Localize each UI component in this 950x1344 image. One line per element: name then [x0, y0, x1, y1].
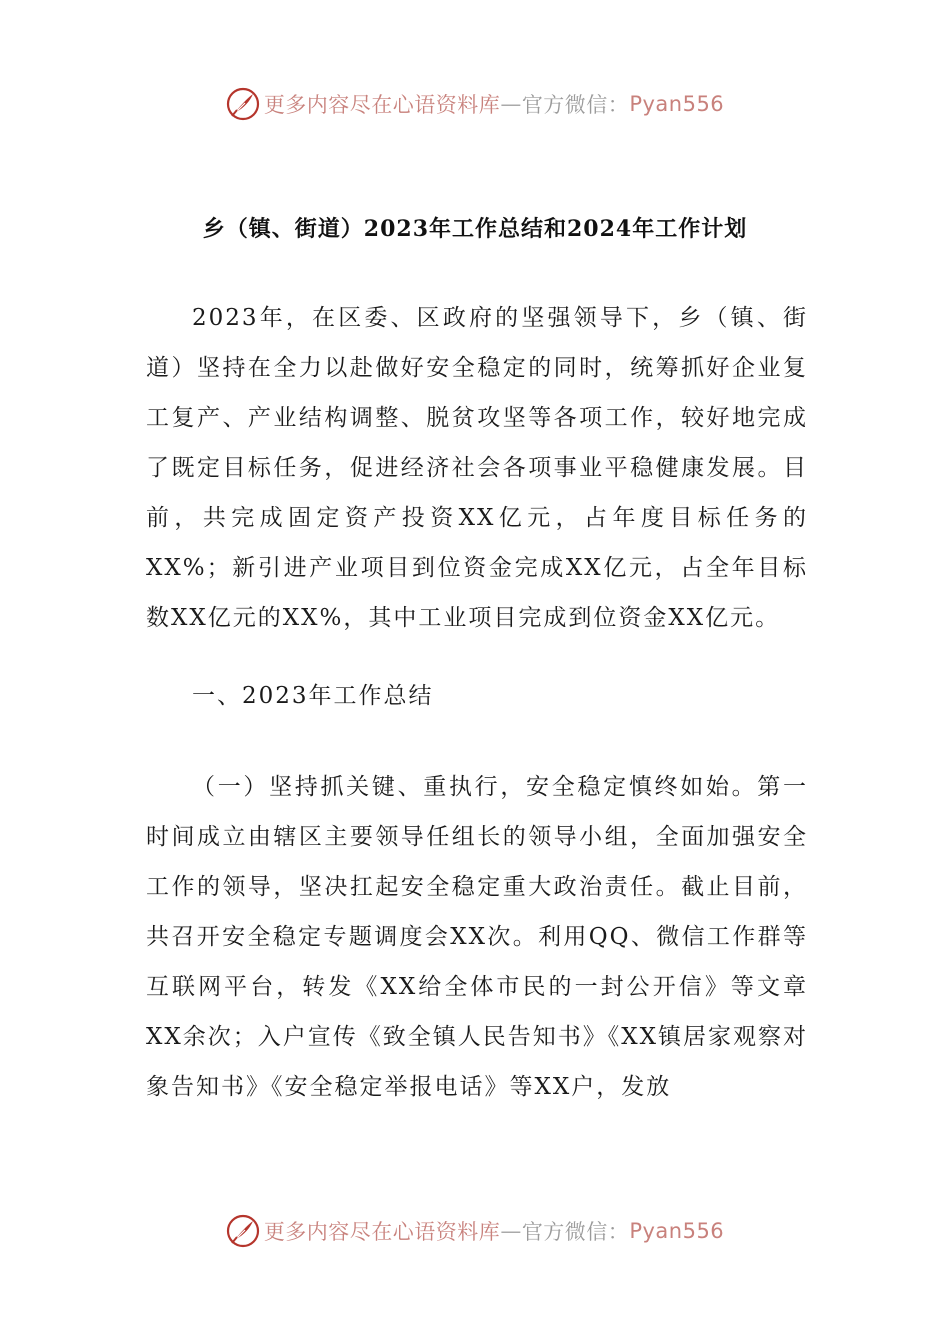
quill-logo-icon	[226, 87, 260, 121]
section-heading: 一、2023年工作总结	[192, 683, 434, 709]
watermark-dash: —	[500, 92, 522, 116]
intro-paragraph: 2023年，在区委、区政府的坚强领导下，乡（镇、街道）坚持在全力以赴做好安全稳定的同时，统筹抓好企业复工复产、产业结构调整、脱贫攻坚等各项工作，较好地完成了既定目标任务，促进经济社会各项事业平稳健康发展。目前，共完成固定资产投资XX亿元，占年度目标任务的XX%；新引进产业项目到位资金完成XX亿元，占全年目标数XX亿元的XX%，其中工业项目完成到位资金XX亿元。	[146, 305, 808, 631]
watermark-text: 更多内容尽在心语资料库	[263, 93, 501, 117]
watermark-wechat-id: Pyan556	[629, 92, 725, 116]
watermark-label: 官方微信：	[521, 93, 630, 117]
quill-logo-icon	[226, 1214, 260, 1248]
watermark-wechat-id: Pyan556	[629, 1219, 725, 1243]
header-watermark	[0, 84, 950, 124]
document-title: 乡（镇、街道）2023年工作总结和2024年工作计划	[202, 216, 748, 242]
section-paragraph: （一）坚持抓关键、重执行，安全稳定慎终如始。第一时间成立由辖区主要领导任组长的领导小组，全面加强安全工作的领导，坚决扛起安全稳定重大政治责任。截止目前，共召开安全稳定专题调度会XX次。利用QQ、微信工作群等互联网平台，转发《XX给全体市民的一封公开信》等文章XX余次；入户宣传《致全镇人民告知书》《XX镇居家观察对象告知书》《安全稳定举报电话》等XX户，发放	[146, 774, 808, 1100]
watermark-dash: —	[500, 1219, 522, 1243]
watermark-label: 官方微信：	[521, 1220, 630, 1244]
footer-watermark	[0, 1211, 950, 1251]
watermark-text: 更多内容尽在心语资料库	[263, 1220, 501, 1244]
